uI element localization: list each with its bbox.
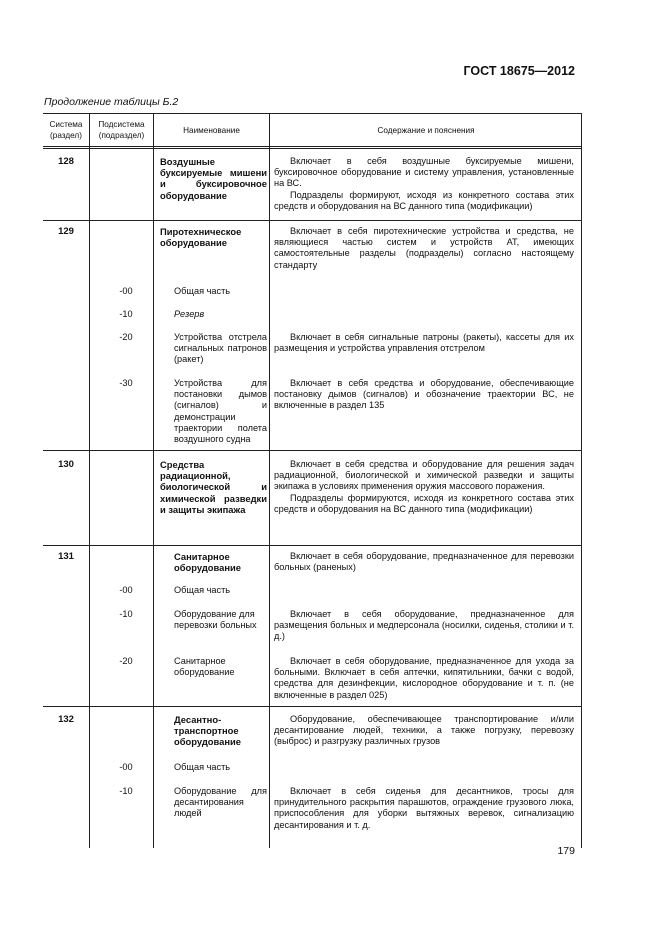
item-description: Включает в себя средства и оборудование, обеспечивающие постановку дымов (сигналов) и обозначение траектории ВС, не включенные в раздел 135 [274,378,574,411]
item-name: Оборудование для перевозки больных [174,609,257,631]
classification-table [43,113,582,848]
item-name: Резерв [174,309,205,319]
item-name: Оборудование для десантирования людей [174,786,267,819]
system-code: 132 [58,714,74,725]
item-name: Санитарное оборудование [174,656,235,678]
column-divider [581,113,582,848]
item-name: Общая часть [174,585,231,595]
item-description: Включает в себя средства и оборудование для решения задач радиационной, биологической и химической разведки и защиты экипажа в условиях применения оружия массового поражения. Подразделы формируются, исходя из конкретного состава этих средств и оборудования на ВС данного типа (модификации) [274,459,574,514]
system-code: 131 [58,551,74,562]
item-name: Устройства для постановки дымов (сигналов) и демонстрации траектории полета воздушного судна [174,378,267,445]
subsystem-code: -00 [119,762,133,772]
standard-number: ГОСТ 18675—2012 [463,64,575,78]
row-divider [43,450,582,451]
header-system: Система (раздел) [49,120,83,140]
subsystem-code: -30 [119,378,133,388]
item-name: Воздушные буксируемые мишени и буксировочное оборудование [160,156,267,201]
item-description: Включает в себя пиротехнические устройства и средства, не являющиеся частью систем и устройств АТ, имеющих самостоятельные разделы (подразделы) согласно настоящему стандарту [274,226,574,270]
table-continuation-caption: Продолжение таблицы Б.2 [44,96,179,108]
item-description: Включает в себя оборудование, предназначенное для размещения больных и медперсонала (носилки, сиденья, столики и т. д.) [274,609,574,642]
item-name: Пиротехническое оборудование [160,226,242,249]
column-divider [153,113,154,848]
table-header [43,113,582,147]
subsystem-code: -20 [119,656,133,666]
item-name: Средства радиационной, биологической и химической разведки и защиты экипажа [160,459,267,515]
item-name: Санитарное оборудование [174,551,241,574]
item-description: Включает в себя сиденья для десантников, тросы для принудительного раскрытия парашютов, ограждение грузового люка, приспособления для уборки вытяжных веревок, сигнализацию десантирования и т. д. [274,786,574,830]
item-name: Десантно-транспортное оборудование [174,714,241,748]
column-divider [89,113,90,848]
row-divider [43,545,582,546]
subsystem-code: -10 [119,609,133,619]
column-divider [269,113,270,848]
item-description: Включает в себя воздушные буксируемые мишени, буксировочное оборудование и систему управления, установленные на ВС. Подразделы формируют, исходя из конкретного состава этих средств и оборудования на ВС данного типа (модификации) [274,156,574,211]
item-description: Включает в себя оборудование, предназначенное для перевозки больных (раненых) [274,551,574,573]
system-code: 128 [58,156,74,167]
header-description: Содержание и пояснения [377,125,475,135]
subsystem-code: -00 [119,286,133,296]
item-name: Общая часть [174,762,231,772]
subsystem-code: -10 [119,786,133,796]
subsystem-code: -10 [119,309,133,319]
header-subsystem: Подсистема (подраздел) [98,120,145,140]
system-code: 129 [58,226,74,237]
item-name: Общая часть [174,286,231,296]
system-code: 130 [58,459,74,470]
row-divider [43,148,582,149]
item-description: Включает в себя оборудование, предназначенное для ухода за больными. Включает в себя аптечки, кипятильники, бачки с водой, средства для дезинфекции, кислородное оборудование и т. п. (не включенные в раздел 025) [274,656,574,700]
item-name: Устройства отстрела сигнальных патронов (ракет) [174,332,267,365]
subsystem-code: -20 [119,332,133,342]
subsystem-code: -00 [119,585,133,595]
row-divider [43,706,582,707]
header-name: Наименование [183,125,240,135]
page-number: 179 [557,845,575,857]
item-description: Включает в себя сигнальные патроны (ракеты), кассеты для их размещения и устройства управления отстрелом [274,332,574,354]
item-description: Оборудование, обеспечивающее транспортирование и/или десантирование людей, техники, а также погрузку, перевозку (выброс) и разгрузку различных грузов [274,714,574,747]
row-divider [43,220,582,221]
